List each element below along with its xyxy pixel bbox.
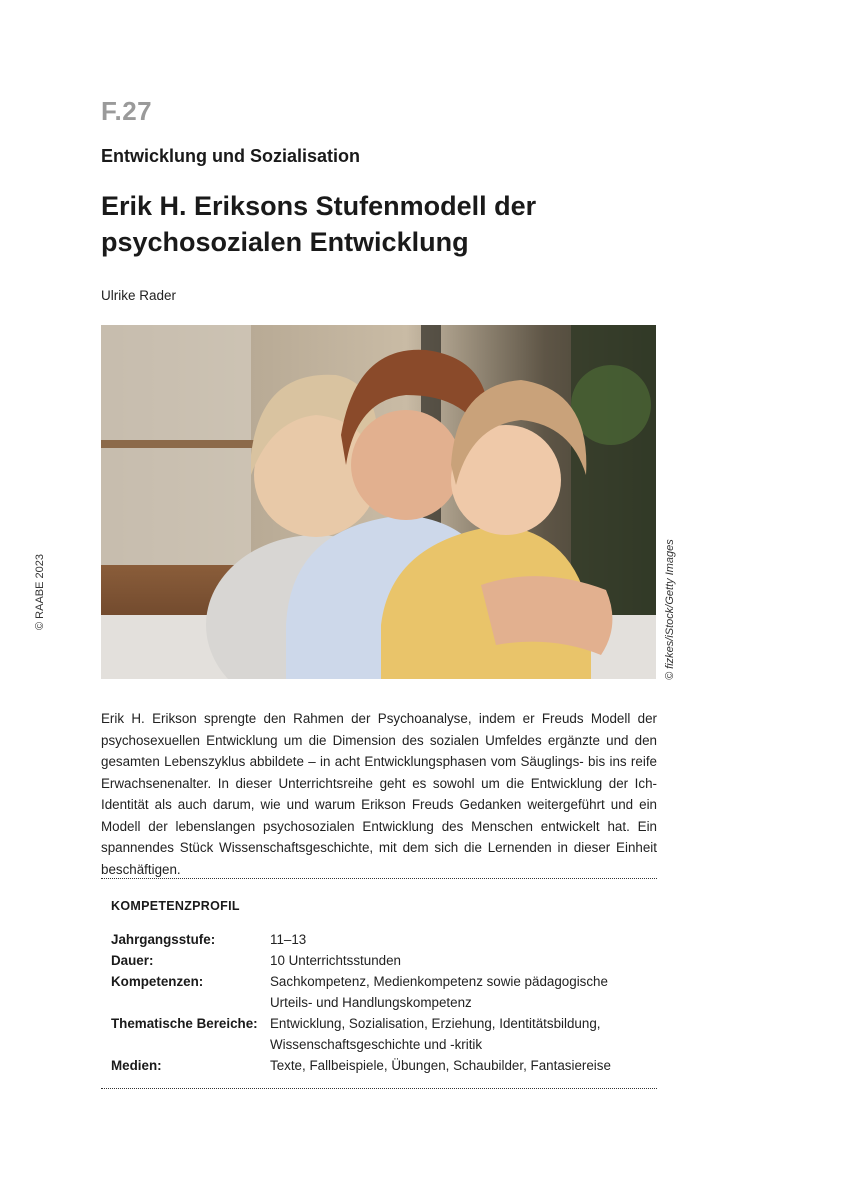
profile-value: 10 Unterrichtsstunden	[270, 953, 402, 968]
profile-value: 11–13	[270, 932, 307, 947]
profile-value: Entwicklung, Sozialisation, Erziehung, Identitätsbildung, Wissenschaftsgeschichte und -kritik	[270, 1016, 601, 1052]
family-photo-illustration	[101, 325, 656, 679]
intro-paragraph: Erik H. Erikson sprengte den Rahmen der Psychoanalyse, indem er Freuds Modell der psychosexuellen Entwicklung um die Dimension des sozialen Umfeldes ergänzte und den gesamten Lebenszyklus abbildete – in acht Entwicklungsphasen vom Säuglings- bis ins reife Erwachsenenalter. In dieser Unterrichtsreihe geht es sowohl um die Entwicklung der Ich-Identität als auch darum, wie und warum Erikson Freuds Gedanken weitergeführt und ein Modell der lebenslangen psychosozialen Entwicklung des Menschen entwickelt hat. Ein spannendes Stück Wissenschaftsgeschichte, mit dem sich die Lernenden in dieser Einheit beschäftigen.	[101, 711, 657, 877]
photo-credit: © fizkes/iStock/Getty Images	[664, 539, 676, 680]
title-line-2: psychosozialen Entwicklung	[101, 227, 469, 257]
copyright-notice: © RAABE 2023	[34, 554, 46, 630]
title-line-1: Erik H. Eriksons Stufenmodell der	[101, 191, 537, 221]
document-code: F.27	[101, 96, 153, 126]
profile-value: Texte, Fallbeispiele, Übungen, Schaubilder, Fantasiereise	[270, 1058, 611, 1073]
profile-label: Medien:	[111, 1058, 162, 1073]
document-title	[101, 188, 661, 260]
competence-profile-heading: KOMPETENZPROFIL	[111, 899, 240, 913]
divider-top	[101, 878, 657, 879]
cover-photo	[101, 325, 656, 679]
author-name: Ulrike Rader	[101, 288, 177, 303]
divider-bottom	[101, 1088, 657, 1089]
profile-label: Thematische Bereiche:	[111, 1016, 258, 1031]
profile-label: Kompetenzen:	[111, 974, 204, 989]
profile-label: Dauer:	[111, 953, 154, 968]
subject-heading: Entwicklung und Sozialisation	[101, 146, 361, 166]
profile-label: Jahrgangsstufe:	[111, 932, 216, 947]
profile-value: Sachkompetenz, Medienkompetenz sowie pädagogische Urteils- und Handlungskompetenz	[270, 974, 608, 1010]
